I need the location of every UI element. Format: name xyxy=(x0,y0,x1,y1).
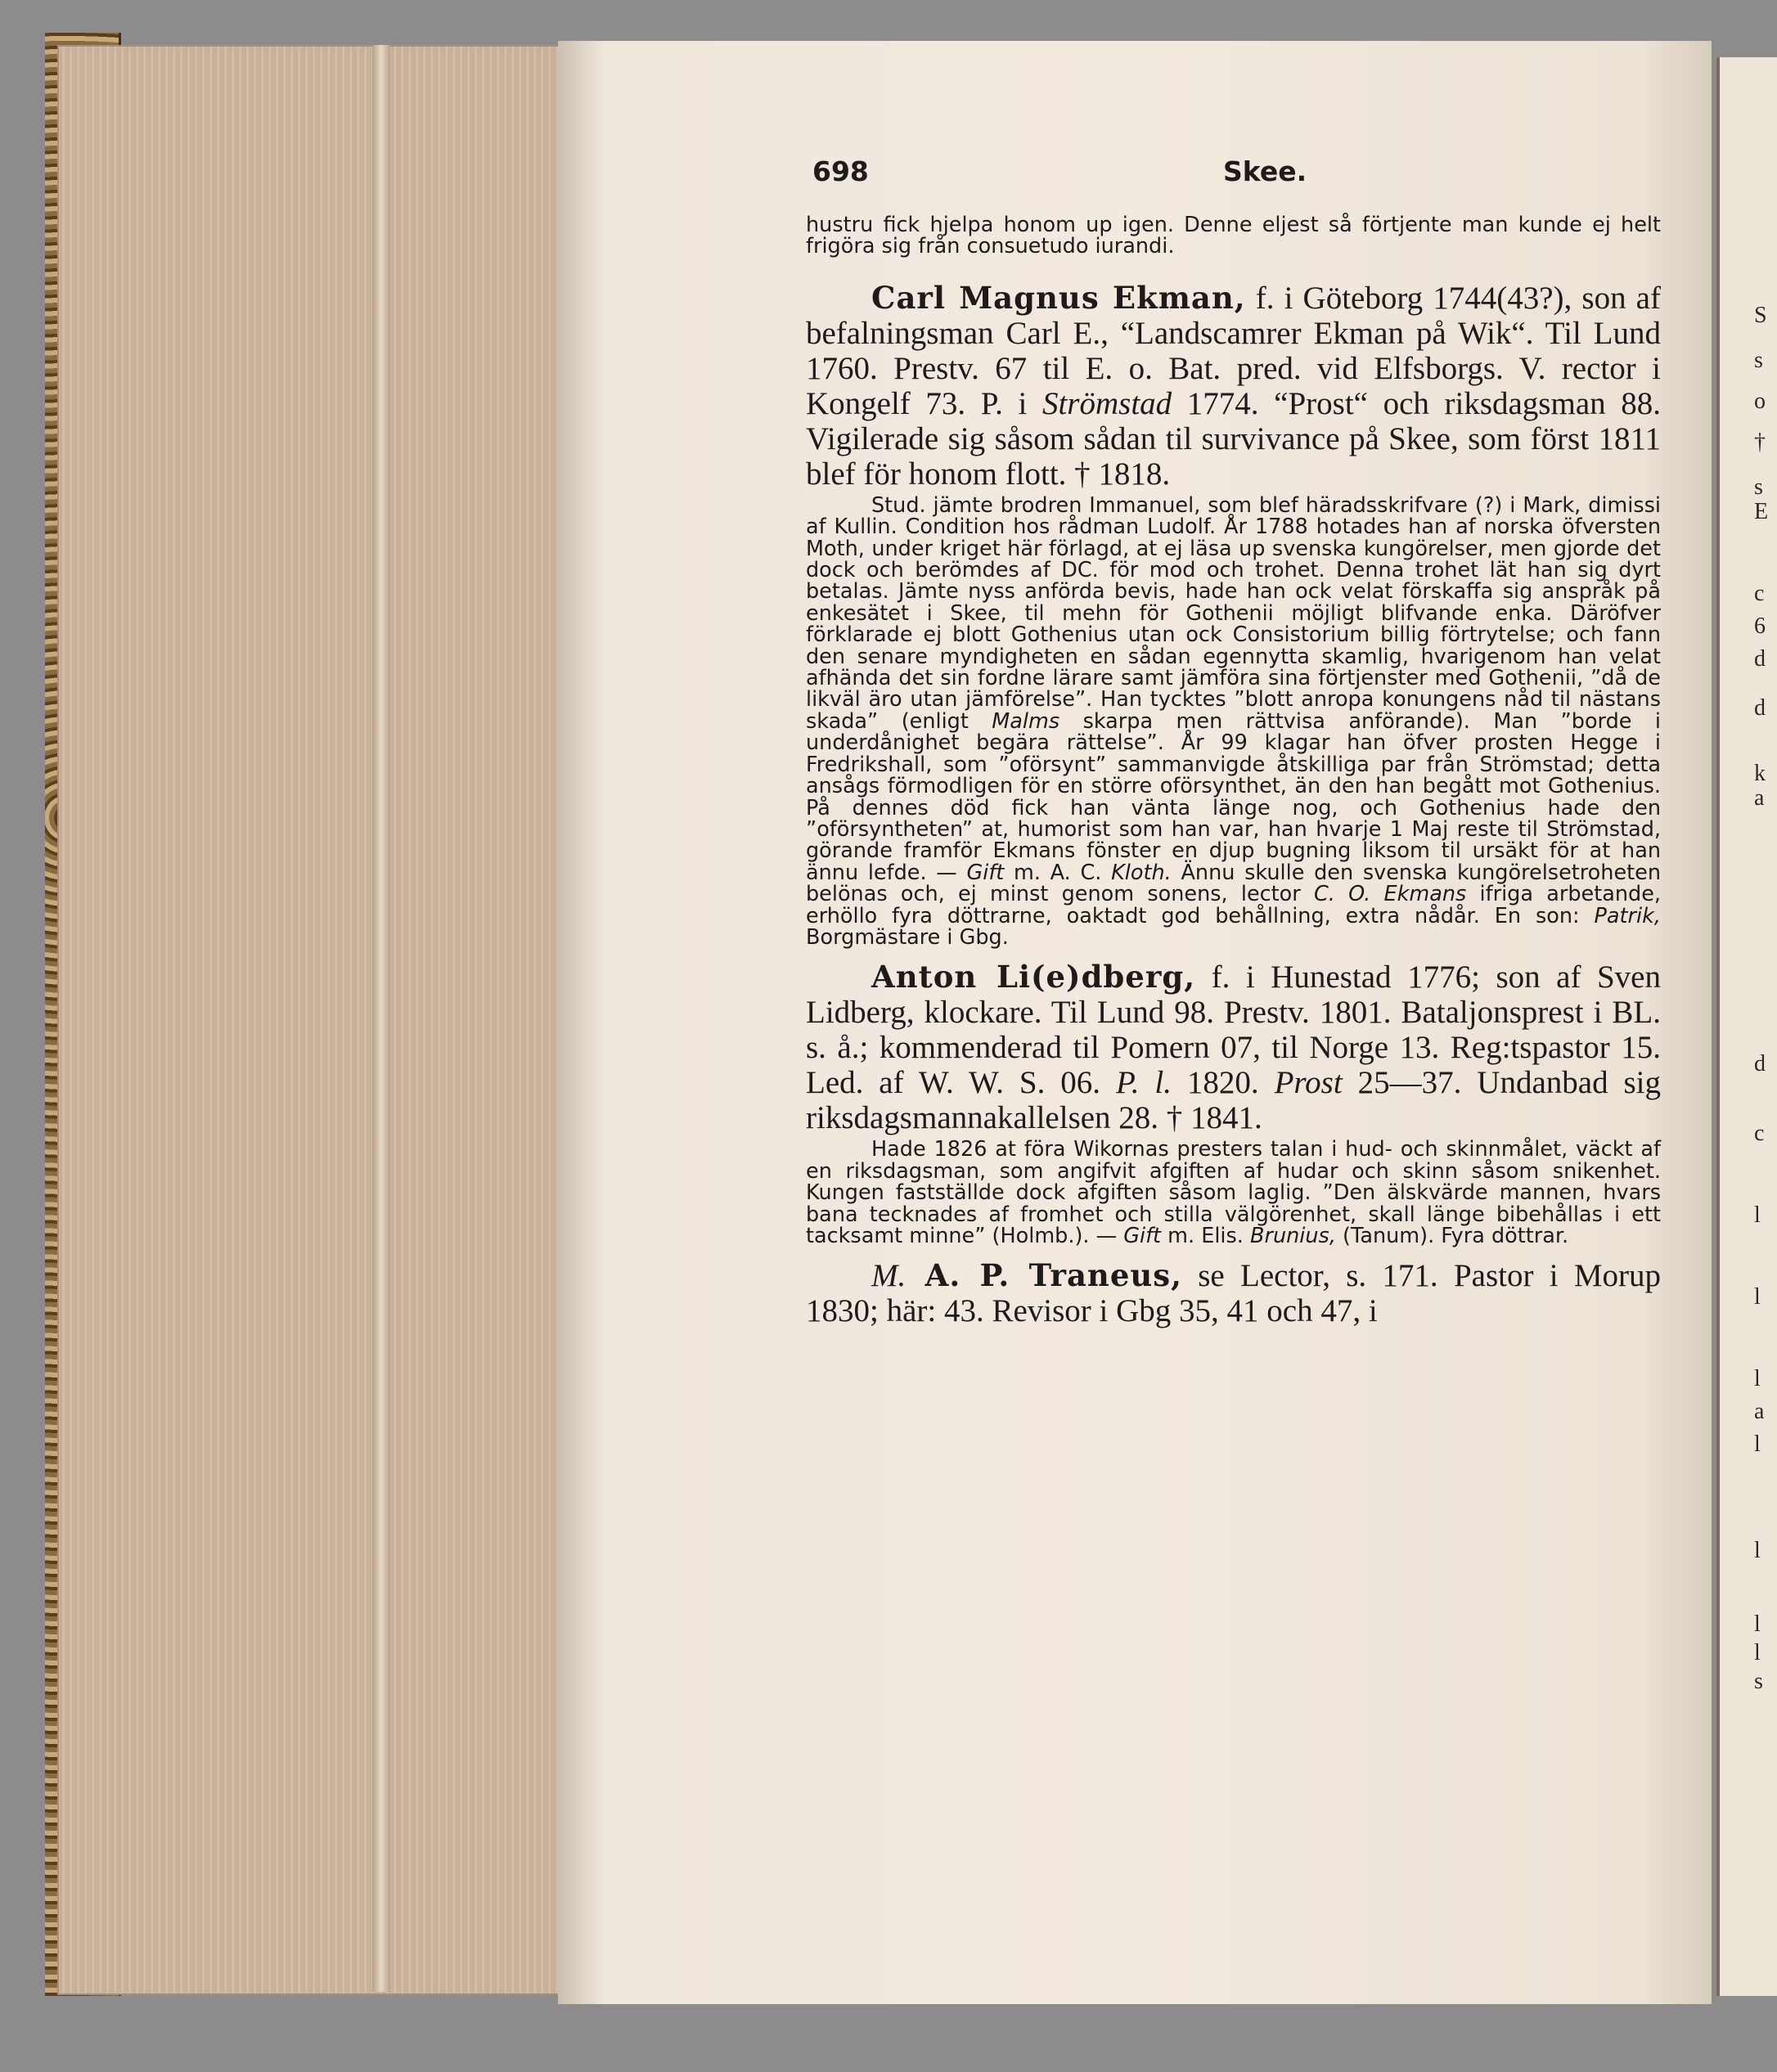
facing-letter: s xyxy=(1754,1669,1763,1694)
entry-traneus xyxy=(806,1258,1661,1328)
facing-letter: l xyxy=(1754,1284,1761,1310)
facing-letter: l xyxy=(1754,1202,1761,1228)
running-header xyxy=(806,147,1661,196)
note-text: Stud. jämte brodren Immanuel, som blef häradsskrifvare (?) i Mark, dimissi af Kullin. Condition hos rådman Ludolf. År 1788 hotades han af norska öfversten Moth, under kriget här förlagd, at ej läsa up svenska kungörelser, men gjorde det dock och berömdes af DC. för mod och trohet. Denna trohet lät han sig dyrt betalas. Jämte nyss anförda bevis, hade han ock velat förskaffa sig anspråk på enkesätet i Skee, til mehn för Gothenii möjligt blifvande enka. Däröfver förklarade ej blott Gothenius utan ock Consistorium billig förtrytelse; och fann den senare myndigheten en sådan egennytta skamlig, hvarigenom han velat afhända det sin fordne lärare samt jämföra sina förtjenster med Gothenii, ”då de likväl äro utan jämförelse”. Han tycktes ”blott anropa konungens nåd til nästans skada” (enligt xyxy=(806,492,1661,734)
facing-letter: † xyxy=(1754,429,1766,455)
facing-letter: k xyxy=(1754,761,1766,786)
entry-bio-italic: Prost xyxy=(1274,1065,1343,1101)
note-text: skarpa men rättvisa anförande). Man ”borde i underdånighet begära rättelse”. År 99 klagar han öfver prosten Hegge i Fredrikshall, som ”oförsynt” sammanvigde åtskilliga par från Strömstad; detta ansågs förmodligen för en större oförsynthet, än den han begått mot Gothenius. På dennes död fick han vänta länge nog, och Gothenius hade den ”oförsyntheten” at, humorist som han var, han hvarje 1 Maj reste til Strömstad, görande framför Ekmans fönster en djup bugning liksom til ursäkt för at han ännu lefde. — xyxy=(806,708,1661,885)
entry-ekman xyxy=(806,281,1661,492)
facing-letter: E xyxy=(1754,499,1769,524)
note-text: Hade 1826 at föra Wikornas presters talan i hud- och skinnmålet, väckt af en riksdagsman, som angifvit afgiften af hudar och skinn såsom snikenhet. Kungen fastställde dock afgiften såsom laglig. ”Den älskvärde mannen, hvars bana tecknades af fromhet och stilla välgörenhet, skall länge bibehållas i ett tacksamt minne” (Holmb.). — xyxy=(806,1137,1661,1248)
note-italic: C. O. Ekmans xyxy=(1313,882,1467,907)
facing-letter: d xyxy=(1754,646,1766,672)
facing-letter: S xyxy=(1754,303,1767,328)
facing-letter: l xyxy=(1754,1366,1761,1391)
entry-bio: 1820. xyxy=(1172,1065,1275,1101)
facing-letter: l xyxy=(1754,1432,1761,1457)
page-text xyxy=(806,147,1661,1328)
entry-lidberg xyxy=(806,960,1661,1135)
continued-paragraph: hustru fick hjelpa honom up igen. Denne eljest så förtjente man kunde ej helt frigöra sig från consuetudo iurandi. xyxy=(806,213,1661,259)
note-text: (Tanum). Fyra döttrar. xyxy=(1335,1223,1569,1248)
book-gutter xyxy=(372,45,390,1992)
note-italic: Malms xyxy=(992,708,1060,734)
note-italic: Kloth. xyxy=(1111,860,1172,885)
running-title: Skee. xyxy=(1223,155,1307,187)
note-text: Ännu skulle den svenska kungörelsetroheten belönas och, ej minst genom sonens, lector xyxy=(806,860,1661,907)
note-italic: Patrik, xyxy=(1594,903,1661,928)
entry-lidberg-note xyxy=(806,1139,1661,1247)
note-italic: Brunius, xyxy=(1250,1223,1336,1248)
facing-letter: d xyxy=(1754,1051,1766,1076)
entry-name: A. P. Traneus, xyxy=(906,1257,1182,1294)
entry-bio-italic: Strömstad xyxy=(1041,385,1172,421)
entry-bio-end: 25—37. Undanbad sig riksdagsmannakallelsen 28. † 1841. xyxy=(806,1065,1661,1136)
facing-letter: o xyxy=(1754,389,1766,414)
entry-bio-end: 1774. “Prost“ och riksdagsman 88. Vigilerade sig såsom sådan til survivance på Skee, som först 1811 blef för honom flott. † 1818. xyxy=(806,385,1661,492)
facing-letter: c xyxy=(1754,581,1765,606)
entry-name: Anton Li(e)dberg, xyxy=(871,959,1196,996)
entry-bio: se Lector, s. 171. Pastor i Morup 1830; här: 43. Revisor i Gbg 35, 41 och 47, i xyxy=(806,1258,1661,1329)
note-italic: Gift xyxy=(966,860,1005,885)
entry-bio: f. i Hunestad 1776; son af Sven Lidberg, klockare. Til Lund 98. Prestv. 1801. Bataljonsprest i BL. s. å.; kommenderad til Pomern 07, til Norge 13. Reg:tspastor 15. Led. af W. W. S. 06. xyxy=(806,960,1661,1101)
entry-name: Carl Magnus Ekman, xyxy=(871,279,1246,316)
facing-letter: d xyxy=(1754,695,1766,721)
facing-letter: s xyxy=(1754,474,1763,500)
entry-ekman-note xyxy=(806,492,1661,950)
facing-letter: l xyxy=(1754,1538,1761,1563)
facing-letter: a xyxy=(1754,1399,1765,1424)
facing-page-edge xyxy=(1716,57,1777,1996)
facing-letter: c xyxy=(1754,1121,1765,1146)
note-text: ifriga arbetande, erhöllo fyra döttrarne, oaktadt god behållning, extra nådår. En son: xyxy=(806,882,1661,928)
facing-letter: 6 xyxy=(1754,614,1766,639)
entry-bio: f. i Göteborg 1744(43?), son af befalningsman Carl E., “Landscamrer Ekman på Wik“. Til Lund 1760. Prestv. 67 til E. o. Bat. pred. vid Elfsborgs. V. rector i Kongelf 73. P. i xyxy=(806,280,1661,421)
page-block-edges xyxy=(57,45,568,1995)
note-text: Borgmästare i Gbg. xyxy=(806,924,1009,950)
note-italic: Gift xyxy=(1123,1223,1162,1248)
facing-letter: l xyxy=(1754,1611,1761,1637)
entry-prefix-italic: M. xyxy=(871,1258,906,1294)
page-number: 698 xyxy=(812,155,869,187)
note-text: m. Elis. xyxy=(1161,1223,1250,1248)
facing-letter: s xyxy=(1754,348,1763,373)
facing-letter: a xyxy=(1754,785,1765,811)
facing-letter: l xyxy=(1754,1640,1761,1665)
note-text: m. A. C. xyxy=(1004,860,1112,885)
entry-bio-italic: P. l. xyxy=(1115,1065,1172,1101)
